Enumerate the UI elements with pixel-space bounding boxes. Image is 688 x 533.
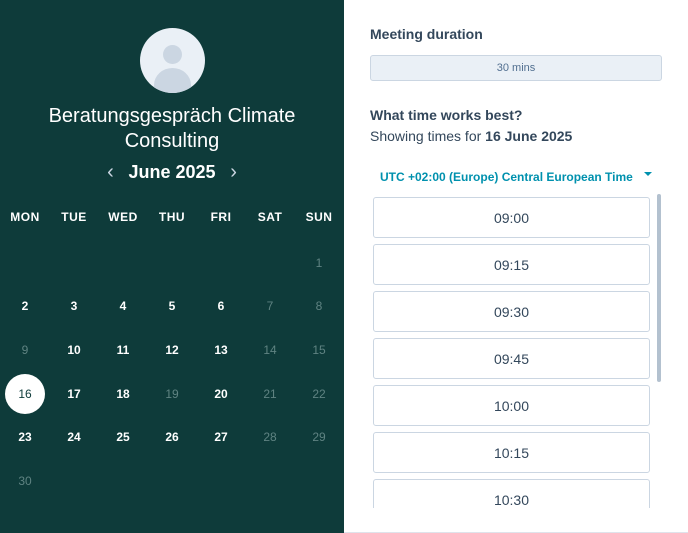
calendar-day[interactable]: 25 xyxy=(116,430,130,444)
calendar-day[interactable]: 17 xyxy=(67,387,81,401)
calendar-day[interactable]: 6 xyxy=(217,299,225,313)
calendar-day: 22 xyxy=(312,387,326,401)
time-slot-button[interactable]: 10:30 xyxy=(373,479,650,508)
chevron-left-icon[interactable]: ‹ xyxy=(107,160,114,183)
weekday-thu: THU xyxy=(158,210,186,224)
caret-down-icon[interactable] xyxy=(644,172,652,176)
meeting-title: Beratungsgespräch Climate Consulting xyxy=(48,105,296,152)
calendar-day[interactable]: 11 xyxy=(116,343,130,357)
showing-times-text xyxy=(370,128,572,144)
time-slot-button[interactable]: 09:45 xyxy=(373,338,650,379)
time-slot-scrollbar[interactable] xyxy=(657,194,661,382)
calendar-day: 7 xyxy=(266,299,274,313)
time-slot-button[interactable]: 10:15 xyxy=(373,432,650,473)
time-selection-panel xyxy=(344,0,688,533)
calendar-day[interactable]: 4 xyxy=(119,299,127,313)
calendar-day[interactable]: 10 xyxy=(67,343,81,357)
calendar-day: 15 xyxy=(312,343,326,357)
calendar-day[interactable]: 23 xyxy=(18,430,32,444)
timezone-dropdown[interactable]: UTC +02:00 (Europe) Central European Time xyxy=(380,170,633,184)
calendar-day[interactable]: 12 xyxy=(165,343,179,357)
time-slot-list xyxy=(373,197,650,508)
weekday-wed: WED xyxy=(108,210,138,224)
showing-prefix: Showing times for xyxy=(370,128,486,144)
calendar-day: 29 xyxy=(312,430,326,444)
calendar-day: 21 xyxy=(263,387,277,401)
time-slot-button[interactable]: 09:30 xyxy=(373,291,650,332)
showing-date: 16 June 2025 xyxy=(485,128,573,144)
calendar-day[interactable]: 3 xyxy=(70,299,78,313)
time-slot-button[interactable]: 09:15 xyxy=(373,244,650,285)
calendar-day[interactable]: 24 xyxy=(67,430,81,444)
weekday-sun: SUN xyxy=(305,210,333,224)
weekday-tue: TUE xyxy=(61,210,87,224)
calendar-day-selected[interactable]: 16 xyxy=(5,374,45,414)
calendar-day[interactable]: 2 xyxy=(21,299,29,313)
calendar-day: 30 xyxy=(18,474,32,488)
weekday-fri: FRI xyxy=(210,210,232,224)
calendar-day: 19 xyxy=(165,387,179,401)
time-question-heading: What time works best? xyxy=(370,107,523,123)
calendar-day: 9 xyxy=(21,343,29,357)
duration-select[interactable]: 30 mins xyxy=(370,55,662,81)
weekday-mon: MON xyxy=(10,210,40,224)
calendar-day[interactable]: 13 xyxy=(214,343,228,357)
calendar-day[interactable]: 26 xyxy=(165,430,179,444)
calendar-day[interactable]: 5 xyxy=(168,299,176,313)
month-label: June 2025 xyxy=(128,161,216,182)
time-slot-button[interactable]: 10:00 xyxy=(373,385,650,426)
calendar-day: 8 xyxy=(315,299,323,313)
chevron-right-icon[interactable]: › xyxy=(230,160,237,183)
calendar-day: 1 xyxy=(315,256,323,270)
calendar-day: 28 xyxy=(263,430,277,444)
calendar-day[interactable]: 27 xyxy=(214,430,228,444)
calendar-day: 14 xyxy=(263,343,277,357)
weekday-sat: SAT xyxy=(257,210,283,224)
calendar-day[interactable]: 20 xyxy=(214,387,228,401)
duration-label: Meeting duration xyxy=(370,26,483,42)
time-slot-button[interactable]: 09:00 xyxy=(373,197,650,238)
calendar-day[interactable]: 18 xyxy=(116,387,130,401)
